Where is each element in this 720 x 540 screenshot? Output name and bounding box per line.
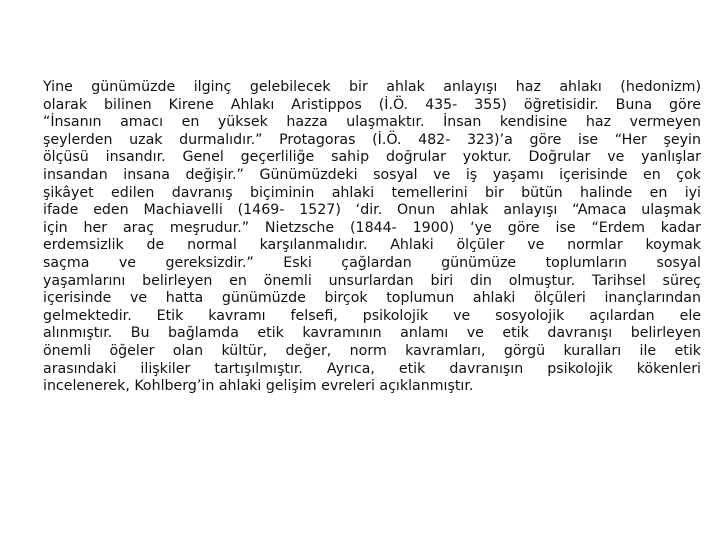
paragraph-line: ölçüsü insandır. Genel geçerliliğe sahip doğrular yoktur. Doğrular ve yanlışlar [43, 149, 701, 166]
paragraph-line: gelmektedir. Etik kavramı felsefi, psikolojik ve sosyolojik açılardan ele [43, 307, 701, 324]
paragraph-line: saçma ve gereksizdir.” Eski çağlardan günümüze toplumların sosyal [43, 254, 701, 271]
paragraph-line: erdemsizlik de normal karşılanmalıdır. Ahlaki ölçüler ve normlar koymak [43, 237, 701, 254]
body-paragraph [43, 79, 701, 396]
paragraph-line: arasındaki ilişkiler tartışılmıştır. Ayrıca, etik davranışın psikolojik kökenleri [43, 360, 701, 377]
paragraph-line: insandan insana değişir.” Günümüzdeki sosyal ve iş yaşamı içerisinde en çok [43, 166, 701, 183]
paragraph-line: alınmıştır. Bu bağlamda etik kavramının anlamı ve etik davranışı belirleyen [43, 325, 701, 342]
paragraph-line: Yine günümüzde ilginç gelebilecek bir ahlak anlayışı haz ahlakı (hedonizm) [43, 79, 701, 95]
paragraph-line: “İnsanın amacı en yüksek hazza ulaşmaktır. İnsan kendisine haz vermeyen [43, 114, 701, 131]
paragraph-line: şikâyet edilen davranış biçiminin ahlaki temellerini bir bütün halinde en iyi [43, 184, 701, 201]
paragraph-line: şeylerden uzak durmalıdır.” Protagoras (İ.Ö. 482- 323)’a göre ise “Her şeyin [43, 131, 701, 148]
paragraph-line: yaşamlarını belirleyen en önemli unsurlardan biri din olmuştur. Tarihsel süreç [43, 272, 701, 289]
paragraph-line: içerisinde ve hatta günümüzde birçok toplumun ahlaki ölçüleri inançlarından [43, 290, 701, 307]
paragraph-line: önemli öğeler olan kültür, değer, norm kavramları, görgü kuralları ile etik [43, 342, 701, 359]
paragraph-line: ifade eden Machiavelli (1469- 1527) ‘dir. Onun ahlak anlayışı “Amaca ulaşmak [43, 202, 701, 219]
paragraph-line: için her araç meşrudur.” Nietzsche (1844- 1900) ‘ye göre ise “Erdem kadar [43, 219, 701, 236]
paragraph-line: olarak bilinen Kirene Ahlakı Aristippos (İ.Ö. 435- 355) öğretisidir. Buna göre [43, 96, 701, 113]
paragraph-line: incelenerek, Kohlberg’in ahlaki gelişim evreleri açıklanmıştır. [43, 378, 474, 395]
